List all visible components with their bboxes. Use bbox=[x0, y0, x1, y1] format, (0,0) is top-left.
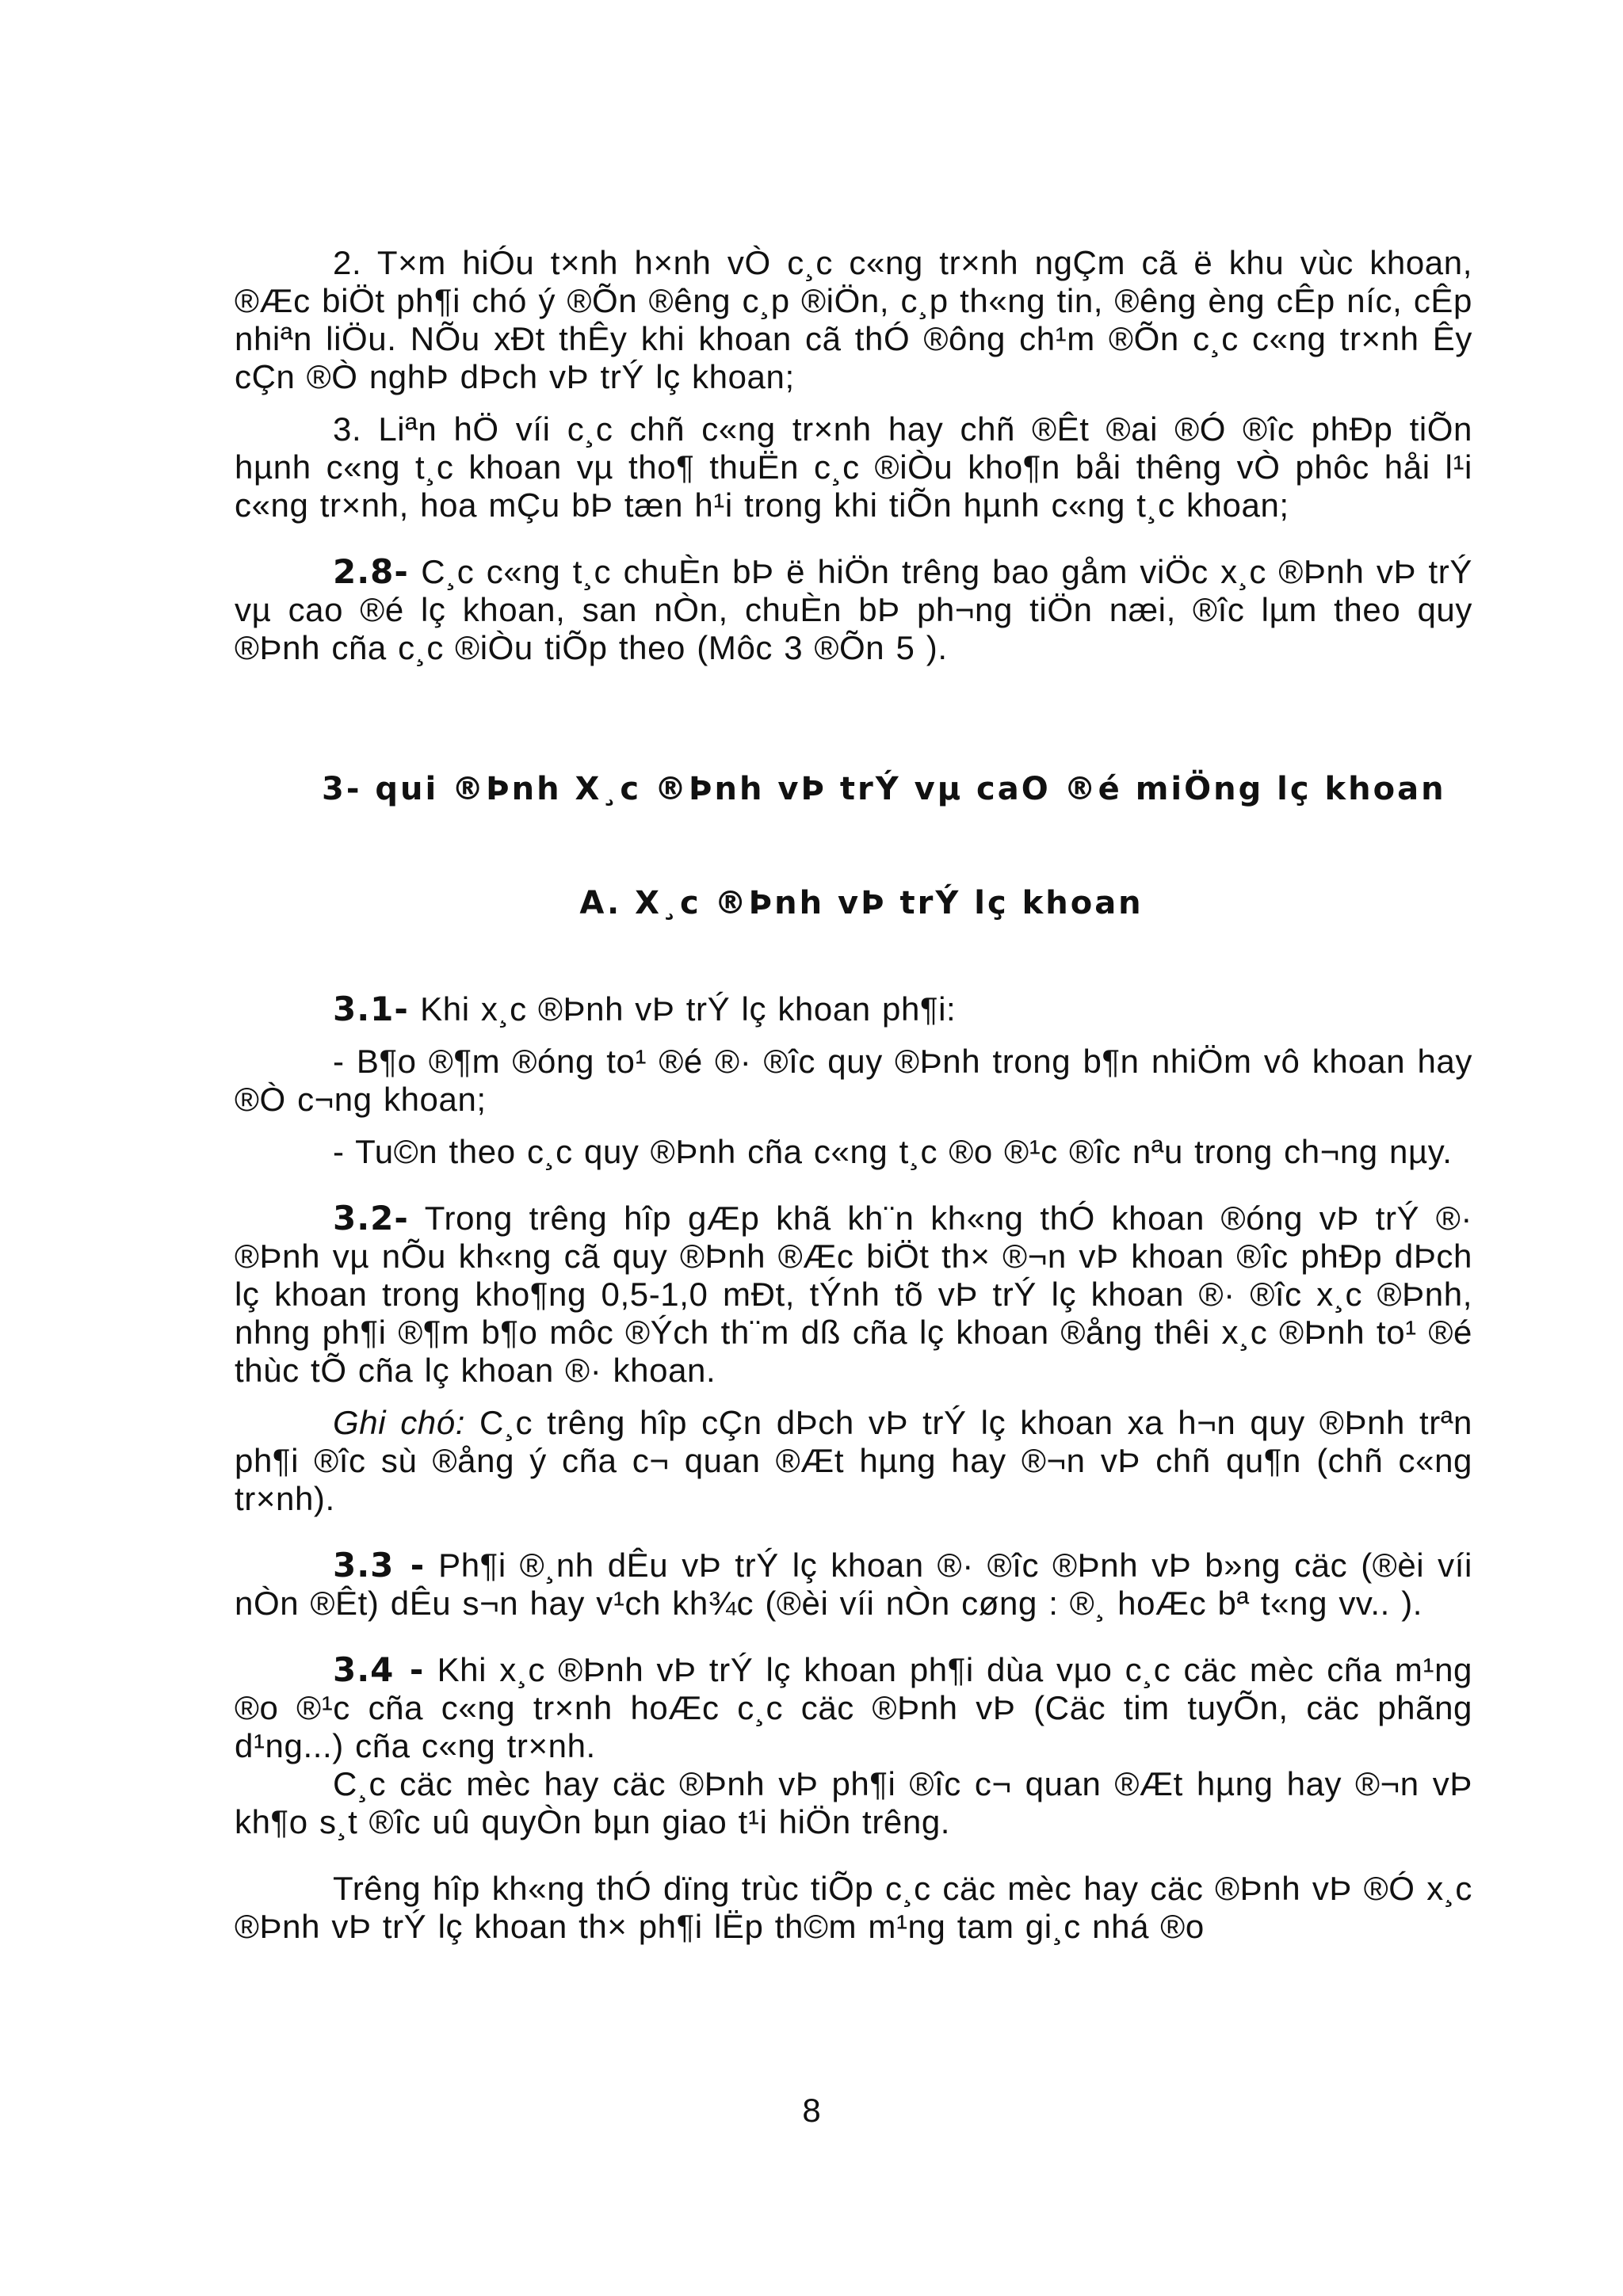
clause-number: 3.4 - bbox=[333, 1650, 425, 1689]
document-body bbox=[235, 244, 1472, 1946]
list-item-survey-rules: - Tu©n theo c¸c quy ®Þnh cña c«ng t¸c ®o ®¹c ®îc nªu trong ch¬ng nµy. bbox=[333, 1133, 1453, 1170]
paragraph-step-3: 3. Liªn hÖ víi c¸c chñ c«ng tr×nh hay chñ ®Êt ®ai ®Ó ®îc phÐp tiÕn hµnh c«ng t¸c khoan vµ tho¶ thuËn c¸c ®iÒu kho¶n båi thêng vÒ phôc håi l¹i c«ng tr×nh, hoa mÇu bÞ tæn h¹i trong khi tiÕn hµnh c«ng t¸c khoan; bbox=[235, 410, 1472, 524]
clause-number: 3.3 - bbox=[333, 1546, 426, 1585]
page-number: 8 bbox=[802, 2092, 821, 2129]
note-paragraph bbox=[235, 1404, 1472, 1518]
clause-text: C¸c c«ng t¸c chuÈn bÞ ë hiÖn trêng bao gåm viÖc x¸c ®Þnh vÞ trÝ vµ cao ®é lç khoan, san nÒn, chuÈn bÞ ph¬ng tiÖn næi, ®îc lµm theo quy ®Þnh cña c¸c ®iÒu tiÕp theo (Môc 3 ®Õn 5 ). bbox=[235, 553, 1472, 666]
clause-text: Khi x¸c ®Þnh vÞ trÝ lç khoan ph¶i dùa vµo c¸c cäc mèc cña m¹ng ®o ®¹c cña c«ng tr×nh hoÆc c¸c cäc ®Þnh vÞ (Cäc tim tuyÕn, cäc phãng d¹ng...) cña c«ng tr×nh. bbox=[235, 1651, 1472, 1764]
paragraph-step-2: 2. T×m hiÓu t×nh h×nh vÒ c¸c c«ng tr×nh ngÇm cã ë khu vùc khoan, ®Æc biÖt ph¶i chó ý ®Õn ®êng c¸p ®iÖn, c¸p th«ng tin, ®êng èng cÊp níc, cÊp nhiªn liÖu. NÕu xÐt thÊy khi khoan cã thÓ ®ông ch¹m ®Õn c¸c c«ng tr×nh Êy cÇn ®Ò nghÞ dÞch vÞ trÝ lç khoan; bbox=[235, 244, 1472, 395]
paragraph-3-4 bbox=[235, 1651, 1472, 1765]
section-heading-3: 3- qui ®Þnh X¸c ®Þnh vÞ trÝ vµ caO ®é miÖng lç khoan bbox=[322, 771, 1446, 807]
list-item-coordinates: - B¶o ®¶m ®óng to¹ ®é ®· ®îc quy ®Þnh trong b¶n nhiÖm vô khoan hay ®Ò c¬ng khoan; bbox=[235, 1043, 1472, 1118]
clause-text: Ph¶i ®¸nh dÊu vÞ trÝ lç khoan ®· ®îc ®Þnh vÞ b»ng cäc (®èi víi nÒn ®Êt) dÊu s¬n hay v¹ch kh¾c (®èi víi nÒn cøng : ®¸ hoÆc bª t«ng vv.. ). bbox=[235, 1547, 1472, 1622]
paragraph-marker-handover: C¸c cäc mèc hay cäc ®Þnh vÞ ph¶i ®îc c¬ quan ®Æt hµng hay ®¬n vÞ kh¶o s¸t ®îc uû quyÒn bµn giao t¹i hiÖn trêng. bbox=[235, 1765, 1472, 1840]
clause-number: 2.8- bbox=[333, 552, 409, 591]
paragraph-3-3 bbox=[235, 1547, 1472, 1623]
clause-number: 3.2- bbox=[333, 1199, 409, 1238]
paragraph-3-1 bbox=[235, 990, 1472, 1028]
note-text: C¸c trêng hîp cÇn dÞch vÞ trÝ lç khoan xa h¬n quy ®Þnh trªn ph¶i ®îc sù ®ång ý cña c¬ quan ®Æt hµng hay ®¬n vÞ chñ qu¶n (chñ c«ng tr×nh). bbox=[235, 1404, 1472, 1517]
paragraph-3-2 bbox=[235, 1199, 1472, 1390]
note-label: Ghi chó: bbox=[333, 1404, 465, 1441]
clause-text: Khi x¸c ®Þnh vÞ trÝ lç khoan ph¶i: bbox=[420, 990, 957, 1028]
subsection-heading-a: A. X¸c ®Þnh vÞ trÝ lç khoan bbox=[579, 885, 1144, 921]
paragraph-2-8 bbox=[235, 553, 1472, 667]
clause-text: Trong trêng hîp gÆp khã kh¨n kh«ng thÓ khoan ®óng vÞ trÝ ®· ®Þnh vµ nÕu kh«ng cã quy ®Þnh ®Æc biÖt th× ®¬n vÞ khoan ®îc phÐp dÞch lç khoan trong kho¶ng 0,5-1,0 mÐt, tÝnh tõ vÞ trÝ lç khoan ®· ®îc x¸c ®Þnh, nhng ph¶i ®¶m b¶o môc ®Ých th¨m dß cña lç khoan ®ång thêi x¸c ®Þnh to¹ ®é thùc tÕ cña lç khoan ®· khoan. bbox=[235, 1199, 1472, 1389]
clause-number: 3.1- bbox=[333, 990, 409, 1028]
paragraph-triangulation: Trêng hîp kh«ng thÓ dïng trùc tiÕp c¸c cäc mèc hay cäc ®Þnh vÞ ®Ó x¸c ®Þnh vÞ trÝ lç khoan th× ph¶i lËp th©m m¹ng tam gi¸c nhá ®o bbox=[235, 1870, 1472, 1945]
